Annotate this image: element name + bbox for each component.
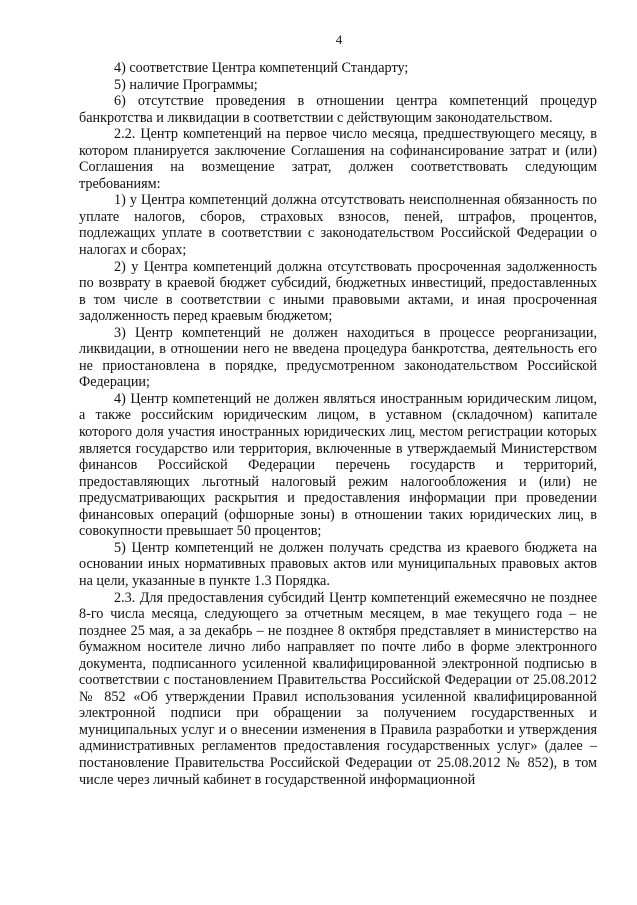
page-number: 4	[335, 32, 343, 47]
paragraph-requirement-5: 5) Центр компетенций не должен получать средства из краевого бюджета на основании иных нормативных правовых актов или муниципальных правовых актов на цели, указанные в пункте 1.3 Порядка.	[79, 539, 597, 589]
paragraph-item-5: 5) наличие Программы;	[114, 76, 258, 93]
paragraph-requirement-3: 3) Центр компетенций не должен находиться в процессе реорганизации, ликвидации, в отношении него не введена процедура банкротства, деятельность его не приостановлена в порядке, предусмотренном законодательством Российской Федерации;	[79, 324, 597, 391]
paragraph-item-4: 4) соответствие Центра компетенций Стандарту;	[114, 60, 409, 76]
paragraph-2-3: 2.3. Для предоставления субсидий Центр компетенций ежемесячно не позднее 8-го числа месяца, следующего за отчетным месяцем, в мае текущего года – не позднее 25 мая, а за декабрь – не позднее 8 октября представляет в министерство на бумажном носителе лично либо направляет по почте либо в форме электронного документа, подписанного усиленной квалифицированной электронной подписью в соответствии с постановлением Правительства Российской Федерации от 25.08.2012 № 852 «Об утверждении Правил использования усиленной квалифицированной электронной подписи при обращении за получением государственных и муниципальных услуг и о внесении изменения в Правила разработки и утверждения административных регламентов предоставления государственных услуг» (далее – постановление Правительства Российской Федерации от 25.08.2012 № 852), в том числе через личный кабинет в государственной информационной	[79, 589, 597, 788]
paragraph-requirement-2: 2) у Центра компетенций должна отсутствовать просроченная задолженность по возврату в краевой бюджет субсидий, бюджетных инвестиций, предоставленных в том числе в соответствии с иными правовыми актами, и иная просроченная задолженность перед краевым бюджетом;	[79, 258, 597, 325]
paragraph-item-6: 6) отсутствие проведения в отношении центра компетенций процедур банкротства и ликвидации в соответствии с действующим законодательством.	[79, 93, 597, 126]
paragraph-2-2: 2.2. Центр компетенций на первое число месяца, предшествующего месяцу, в котором планируется заключение Соглашения на софинансирование затрат и (или) Соглашения на возмещение затрат, должен соответствовать следующим требованиям:	[79, 126, 597, 192]
paragraph-requirement-4: 4) Центр компетенций не должен являться иностранным юридическим лицом, а также российским юридическим лицом, в уставном (складочном) капитале которого доля участия иностранных юридических лиц, местом регистрации которых является государство или территория, включенные в утверждаемый Министерством финансов Российской Федерации перечень государств и территорий, предоставляющих льготный налоговый режим налогообложения и (или) не предусматривающих раскрытия и предоставления информации при проведении финансовых операций (офшорные зоны) в отношении таких юридических лиц, в совокупности превышает 50 процентов;	[79, 390, 597, 540]
paragraph-requirement-1: 1) у Центра компетенций должна отсутствовать неисполненная обязанность по уплате налогов, сборов, страховых взносов, пеней, штрафов, процентов, подлежащих уплате в соответствии с законодательством Российской Федерации о налогах и сборах;	[79, 192, 597, 259]
